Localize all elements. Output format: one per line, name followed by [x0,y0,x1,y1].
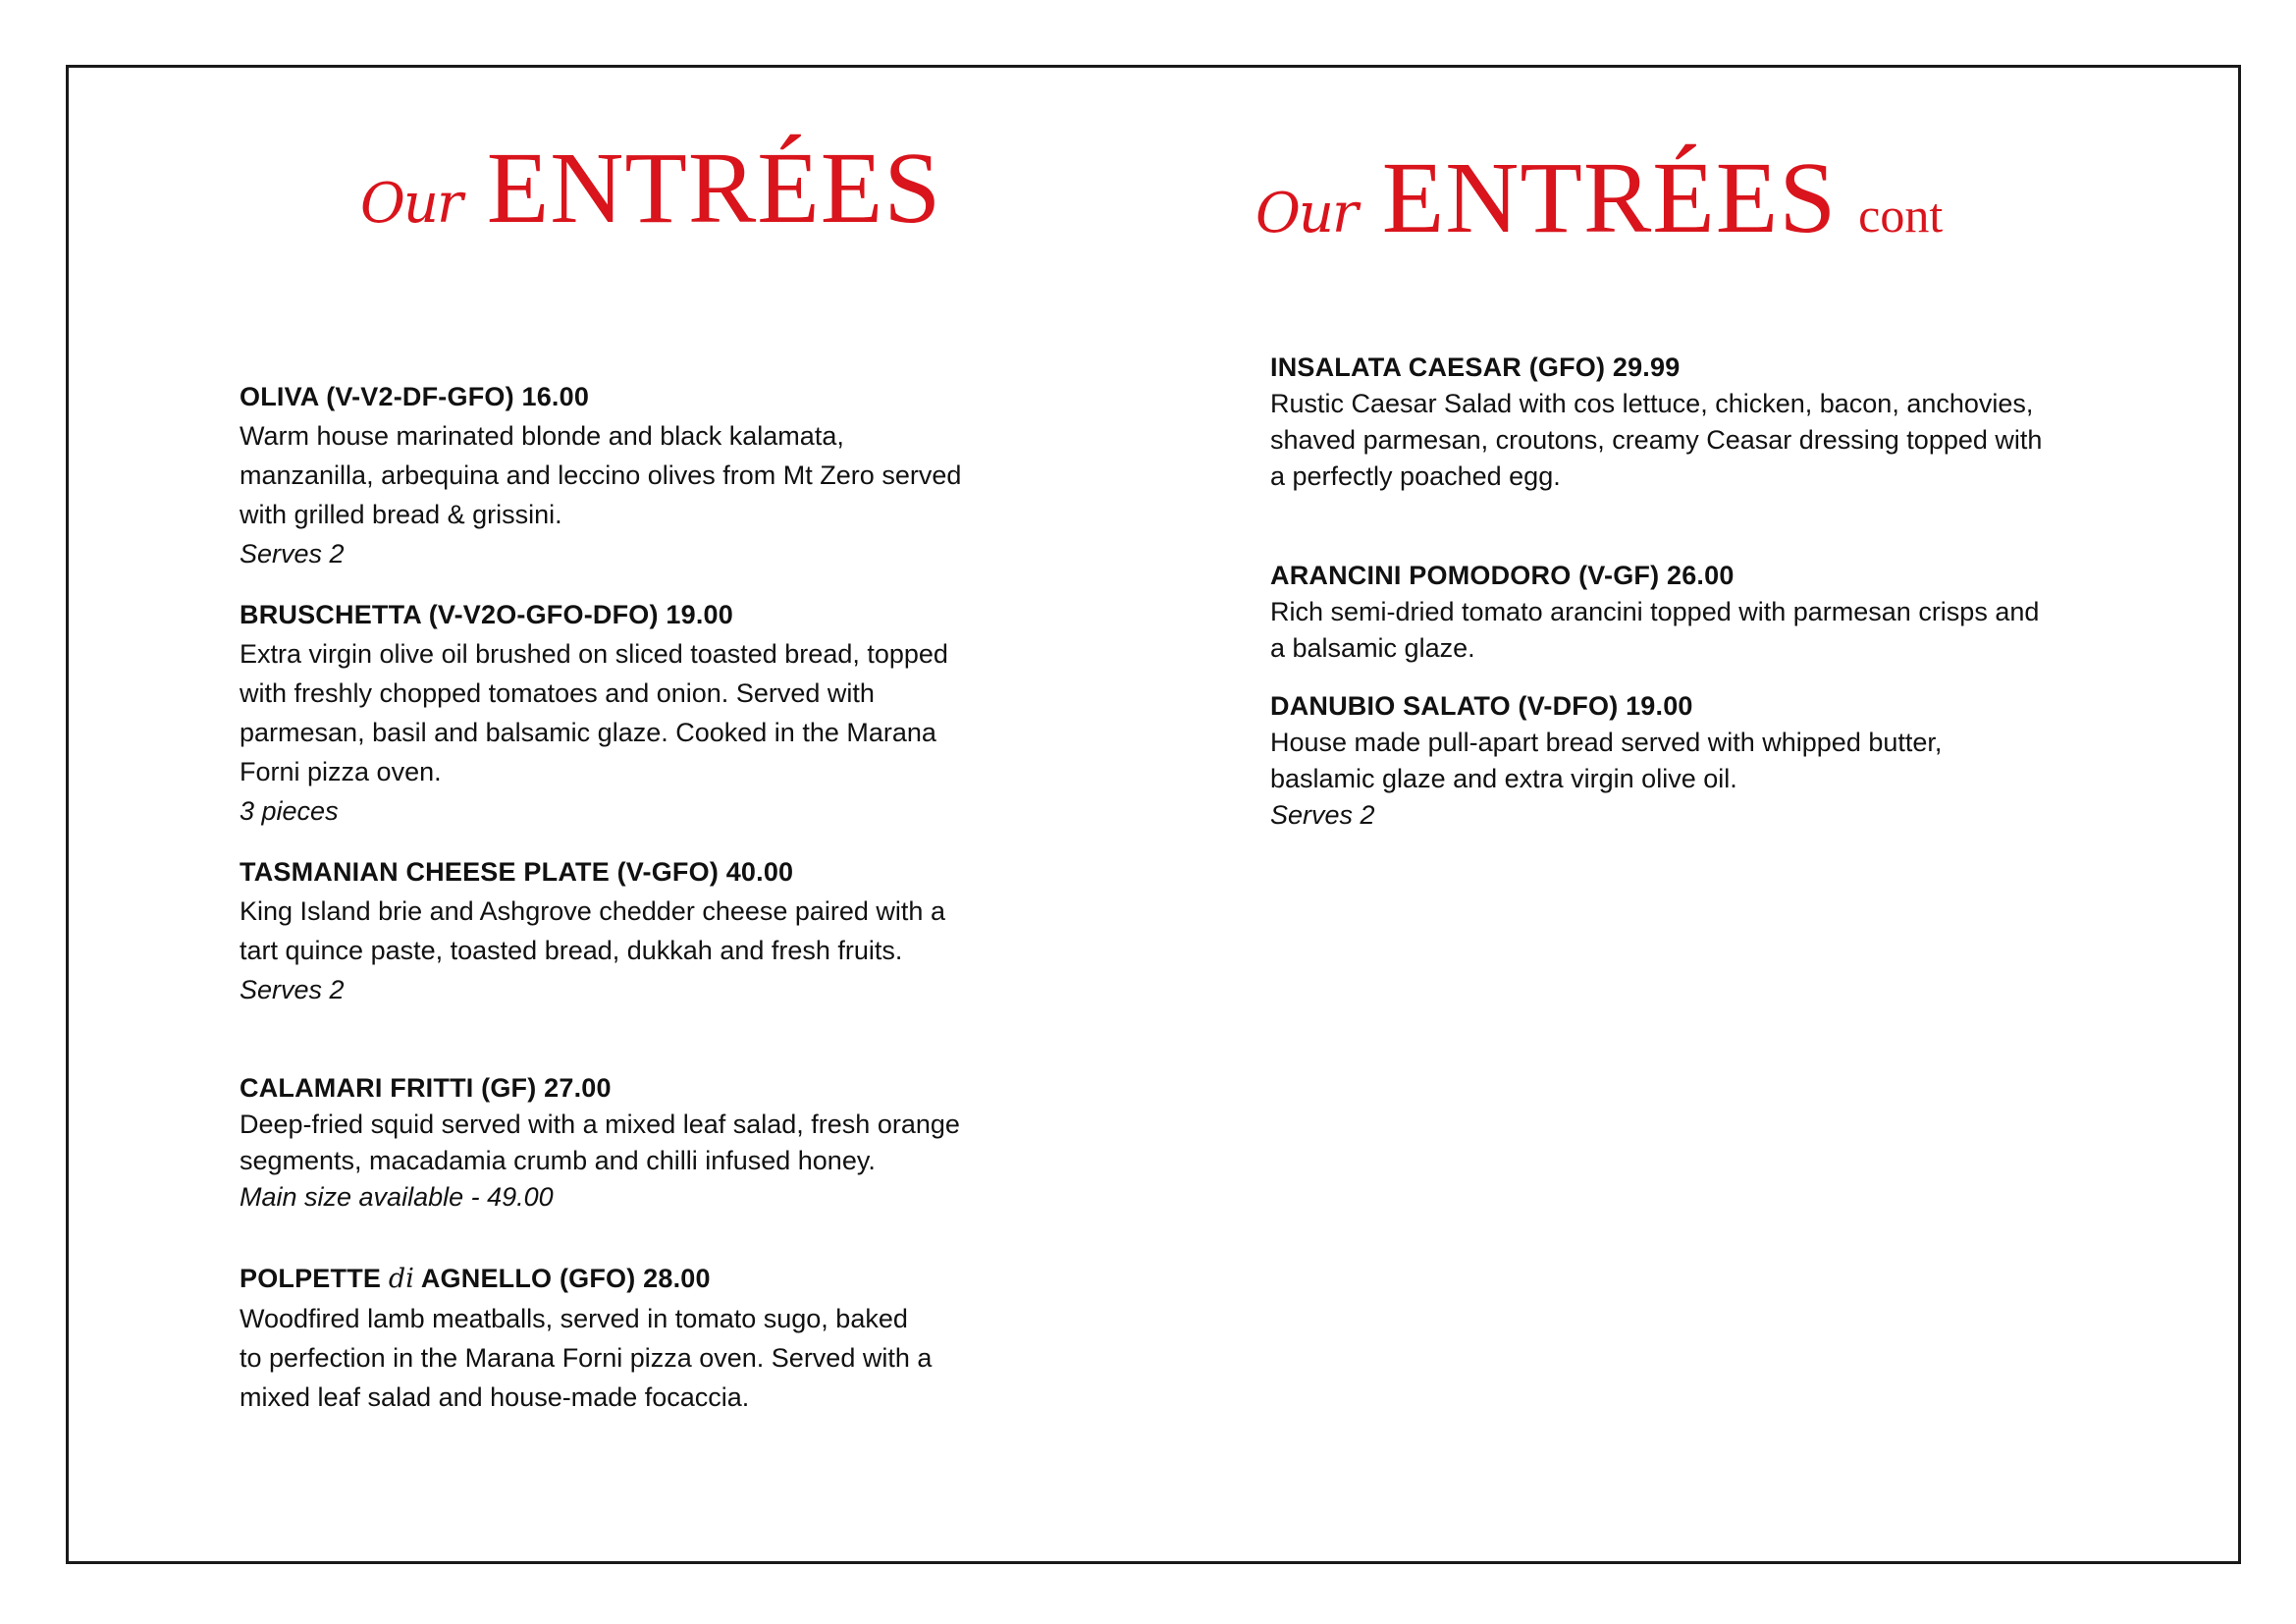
menu-item-note: Serves 2 [240,975,345,1004]
menu-item-desc-line: baslamic glaze and extra virgin olive oil. [1270,764,1737,793]
menu-item-desc-line: Forni pizza oven. [240,757,442,786]
menu-item-note: Serves 2 [1270,800,1375,830]
menu-item-title: OLIVA (V-V2-DF-GFO) 16.00 [240,382,590,411]
menu-item-desc-line: parmesan, basil and balsamic glaze. Cooked in the Marana [240,718,936,747]
menu-item-title: ARANCINI POMODORO (V-GF) 26.00 [1270,561,1735,590]
menu-item-tasmanian-cheese-plate [240,852,1084,1009]
menu-item-desc-line: tart quince paste, toasted bread, dukkah and fresh fruits. [240,936,903,965]
menu-item-desc-line: segments, macadamia crumb and chilli infused honey. [240,1146,876,1175]
right-menu-column [1270,350,2114,834]
menu-item-polpette-di-agnello [240,1259,1084,1417]
heading-cont-suffix: cont [1858,188,1944,243]
heading-our-script: Our [1255,182,1357,245]
menu-item-title: BRUSCHETTA (V-V2O-GFO-DFO) 19.00 [240,600,733,629]
menu-item-desc-line: with grilled bread & grissini. [240,500,562,529]
menu-item-desc-line: King Island brie and Ashgrove chedder cheese paired with a [240,896,945,926]
menu-item-bruschetta [240,595,1084,831]
heading-our-script: Our [360,172,461,236]
menu-item-desc-line: mixed leaf salad and house-made focaccia. [240,1382,750,1412]
menu-item-note: Main size available - 49.00 [240,1182,554,1212]
menu-item-title-part: POLPETTE [240,1264,389,1293]
menu-item-title: INSALATA CAESAR (GFO) 29.99 [1270,352,1681,382]
menu-item-desc-line: a balsamic glaze. [1270,633,1475,663]
menu-item-note: 3 pieces [240,796,339,826]
menu-item-desc-line: shaved parmesan, croutons, creamy Ceasar dressing topped with [1270,425,2043,455]
menu-item-danubio-salato [1270,688,2114,834]
menu-item-desc-line: manzanilla, arbequina and leccino olives from Mt Zero served [240,460,962,490]
heading-title: ENTRÉES [486,132,942,244]
menu-item-insalata-caesar [1270,350,2114,495]
left-section-heading [360,130,941,246]
menu-item-desc-line: a perfectly poached egg. [1270,461,1561,491]
menu-item-desc-line: Deep-fried squid served with a mixed leaf salad, fresh orange [240,1110,960,1139]
menu-item-calamari-fritti [240,1070,1084,1216]
menu-item-title: TASMANIAN CHEESE PLATE (V-GFO) 40.00 [240,857,794,887]
menu-item-desc-line: to perfection in the Marana Forni pizza oven. Served with a [240,1343,933,1373]
menu-item-arancini-pomodoro [1270,558,2114,667]
menu-item-title: CALAMARI FRITTI (GF) 27.00 [240,1073,612,1103]
menu-item-desc-line: Extra virgin olive oil brushed on sliced toasted bread, topped [240,639,948,669]
menu-item-note: Serves 2 [240,539,345,568]
menu-item-title: DANUBIO SALATO (V-DFO) 19.00 [1270,691,1693,721]
menu-item-desc-line: Rustic Caesar Salad with cos lettuce, chicken, bacon, anchovies, [1270,389,2034,418]
left-menu-column [240,377,1084,1417]
menu-item-desc-line: House made pull-apart bread served with whipped butter, [1270,728,1943,757]
menu-item-title-part: AGNELLO (GFO) 28.00 [414,1264,711,1293]
menu-item-desc-line: with freshly chopped tomatoes and onion. Served with [240,678,875,708]
menu-item-oliva [240,377,1084,573]
menu-item-title [240,1259,1084,1299]
menu-item-title-di: di [388,1264,415,1294]
menu-item-desc-line: Warm house marinated blonde and black kalamata, [240,421,844,451]
heading-title: ENTRÉES [1381,141,1838,254]
menu-item-desc-line: Rich semi-dried tomato arancini topped with parmesan crisps and [1270,597,2040,626]
right-section-heading [1255,139,1943,256]
menu-item-desc-line: Woodfired lamb meatballs, served in tomato sugo, baked [240,1304,908,1333]
